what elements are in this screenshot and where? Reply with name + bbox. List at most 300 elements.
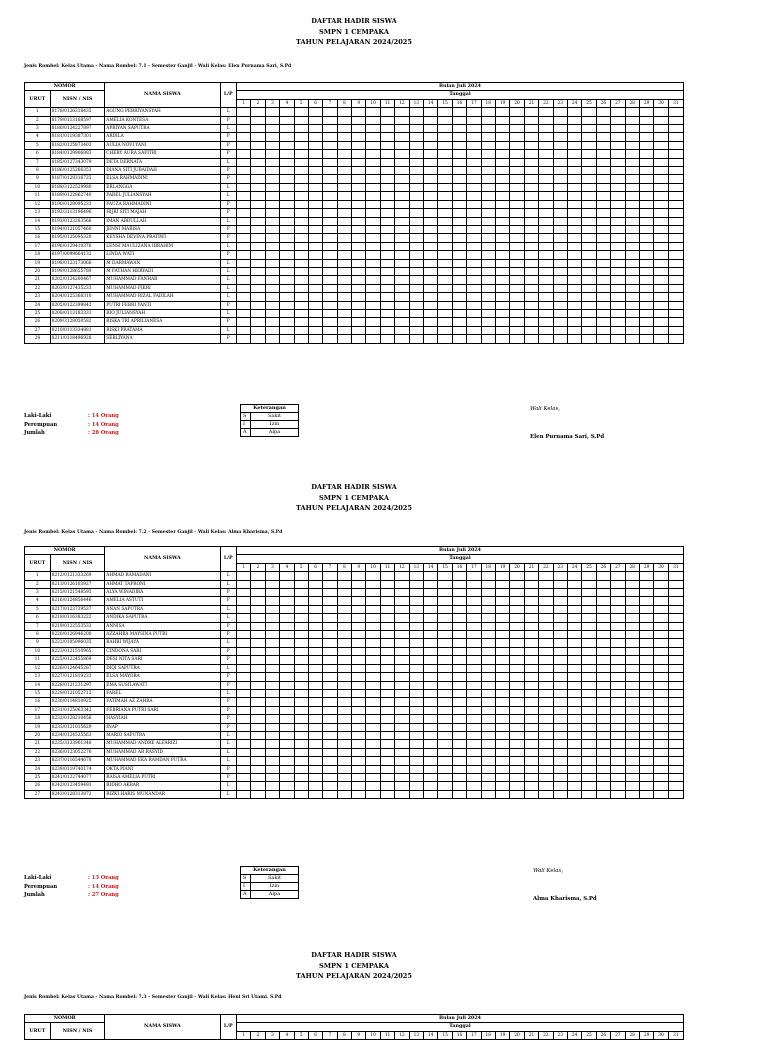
attendance-cell[interactable]: [409, 116, 423, 124]
attendance-cell[interactable]: [395, 572, 409, 580]
attendance-cell[interactable]: [236, 698, 250, 706]
attendance-cell[interactable]: [409, 782, 423, 790]
attendance-cell[interactable]: [366, 723, 380, 731]
attendance-cell[interactable]: [467, 108, 481, 116]
attendance-cell[interactable]: [668, 622, 683, 630]
attendance-cell[interactable]: [495, 293, 509, 301]
attendance-cell[interactable]: [524, 706, 538, 714]
attendance-cell[interactable]: [452, 773, 466, 781]
attendance-cell[interactable]: [495, 572, 509, 580]
attendance-cell[interactable]: [668, 125, 683, 133]
attendance-cell[interactable]: [265, 740, 279, 748]
attendance-cell[interactable]: [625, 335, 639, 343]
attendance-cell[interactable]: [582, 150, 596, 158]
attendance-cell[interactable]: [654, 293, 668, 301]
attendance-cell[interactable]: [352, 723, 366, 731]
attendance-cell[interactable]: [611, 782, 625, 790]
attendance-cell[interactable]: [510, 209, 524, 217]
attendance-cell[interactable]: [495, 309, 509, 317]
attendance-cell[interactable]: [409, 689, 423, 697]
attendance-cell[interactable]: [424, 698, 438, 706]
attendance-cell[interactable]: [380, 580, 394, 588]
attendance-cell[interactable]: [452, 597, 466, 605]
attendance-cell[interactable]: [553, 614, 567, 622]
attendance-cell[interactable]: [352, 614, 366, 622]
attendance-cell[interactable]: [409, 192, 423, 200]
attendance-cell[interactable]: [251, 267, 265, 275]
attendance-cell[interactable]: [467, 765, 481, 773]
attendance-cell[interactable]: [236, 597, 250, 605]
attendance-cell[interactable]: [438, 773, 452, 781]
attendance-cell[interactable]: [611, 267, 625, 275]
attendance-cell[interactable]: [553, 175, 567, 183]
attendance-cell[interactable]: [438, 589, 452, 597]
attendance-cell[interactable]: [280, 748, 294, 756]
attendance-cell[interactable]: [654, 158, 668, 166]
attendance-cell[interactable]: [567, 681, 581, 689]
attendance-cell[interactable]: [611, 681, 625, 689]
attendance-cell[interactable]: [294, 740, 308, 748]
attendance-cell[interactable]: [265, 318, 279, 326]
attendance-cell[interactable]: [337, 301, 351, 309]
attendance-cell[interactable]: [251, 740, 265, 748]
attendance-cell[interactable]: [596, 276, 610, 284]
attendance-cell[interactable]: [424, 276, 438, 284]
attendance-cell[interactable]: [280, 217, 294, 225]
attendance-cell[interactable]: [524, 234, 538, 242]
attendance-cell[interactable]: [251, 183, 265, 191]
attendance-cell[interactable]: [495, 284, 509, 292]
attendance-cell[interactable]: [567, 605, 581, 613]
attendance-cell[interactable]: [582, 723, 596, 731]
attendance-cell[interactable]: [366, 175, 380, 183]
attendance-cell[interactable]: [438, 192, 452, 200]
attendance-cell[interactable]: [639, 647, 653, 655]
attendance-cell[interactable]: [539, 335, 553, 343]
attendance-cell[interactable]: [553, 335, 567, 343]
attendance-cell[interactable]: [366, 748, 380, 756]
attendance-cell[interactable]: [553, 639, 567, 647]
attendance-cell[interactable]: [467, 276, 481, 284]
attendance-cell[interactable]: [352, 175, 366, 183]
attendance-cell[interactable]: [625, 639, 639, 647]
attendance-cell[interactable]: [280, 656, 294, 664]
attendance-cell[interactable]: [308, 589, 322, 597]
attendance-cell[interactable]: [539, 234, 553, 242]
attendance-cell[interactable]: [625, 773, 639, 781]
attendance-cell[interactable]: [524, 647, 538, 655]
attendance-cell[interactable]: [380, 192, 394, 200]
attendance-cell[interactable]: [553, 748, 567, 756]
attendance-cell[interactable]: [539, 597, 553, 605]
attendance-cell[interactable]: [366, 631, 380, 639]
attendance-cell[interactable]: [467, 723, 481, 731]
attendance-cell[interactable]: [308, 125, 322, 133]
attendance-cell[interactable]: [625, 614, 639, 622]
attendance-cell[interactable]: [308, 183, 322, 191]
attendance-cell[interactable]: [510, 572, 524, 580]
attendance-cell[interactable]: [467, 217, 481, 225]
attendance-cell[interactable]: [567, 175, 581, 183]
attendance-cell[interactable]: [625, 167, 639, 175]
attendance-cell[interactable]: [510, 158, 524, 166]
attendance-cell[interactable]: [308, 200, 322, 208]
attendance-cell[interactable]: [582, 706, 596, 714]
attendance-cell[interactable]: [236, 251, 250, 259]
attendance-cell[interactable]: [380, 589, 394, 597]
attendance-cell[interactable]: [567, 731, 581, 739]
attendance-cell[interactable]: [265, 192, 279, 200]
attendance-cell[interactable]: [251, 647, 265, 655]
attendance-cell[interactable]: [424, 217, 438, 225]
attendance-cell[interactable]: [452, 782, 466, 790]
attendance-cell[interactable]: [424, 234, 438, 242]
attendance-cell[interactable]: [251, 673, 265, 681]
attendance-cell[interactable]: [424, 605, 438, 613]
attendance-cell[interactable]: [366, 647, 380, 655]
attendance-cell[interactable]: [539, 183, 553, 191]
attendance-cell[interactable]: [424, 200, 438, 208]
attendance-cell[interactable]: [553, 276, 567, 284]
attendance-cell[interactable]: [251, 782, 265, 790]
attendance-cell[interactable]: [467, 133, 481, 141]
attendance-cell[interactable]: [280, 251, 294, 259]
attendance-cell[interactable]: [654, 301, 668, 309]
attendance-cell[interactable]: [625, 689, 639, 697]
attendance-cell[interactable]: [265, 715, 279, 723]
attendance-cell[interactable]: [236, 790, 250, 798]
attendance-cell[interactable]: [452, 673, 466, 681]
attendance-cell[interactable]: [308, 326, 322, 334]
attendance-cell[interactable]: [294, 731, 308, 739]
attendance-cell[interactable]: [495, 782, 509, 790]
attendance-cell[interactable]: [409, 698, 423, 706]
attendance-cell[interactable]: [438, 301, 452, 309]
attendance-cell[interactable]: [337, 631, 351, 639]
attendance-cell[interactable]: [438, 656, 452, 664]
attendance-cell[interactable]: [582, 276, 596, 284]
attendance-cell[interactable]: [510, 748, 524, 756]
attendance-cell[interactable]: [639, 765, 653, 773]
attendance-cell[interactable]: [424, 251, 438, 259]
attendance-cell[interactable]: [625, 133, 639, 141]
attendance-cell[interactable]: [323, 183, 337, 191]
attendance-cell[interactable]: [524, 175, 538, 183]
attendance-cell[interactable]: [294, 681, 308, 689]
attendance-cell[interactable]: [596, 664, 610, 672]
attendance-cell[interactable]: [265, 689, 279, 697]
attendance-cell[interactable]: [308, 580, 322, 588]
attendance-cell[interactable]: [567, 673, 581, 681]
attendance-cell[interactable]: [510, 782, 524, 790]
attendance-cell[interactable]: [352, 167, 366, 175]
attendance-cell[interactable]: [596, 715, 610, 723]
attendance-cell[interactable]: [323, 580, 337, 588]
attendance-cell[interactable]: [567, 631, 581, 639]
attendance-cell[interactable]: [251, 242, 265, 250]
attendance-cell[interactable]: [625, 318, 639, 326]
attendance-cell[interactable]: [323, 108, 337, 116]
attendance-cell[interactable]: [553, 689, 567, 697]
attendance-cell[interactable]: [524, 580, 538, 588]
attendance-cell[interactable]: [567, 251, 581, 259]
attendance-cell[interactable]: [251, 141, 265, 149]
attendance-cell[interactable]: [510, 125, 524, 133]
attendance-cell[interactable]: [467, 200, 481, 208]
attendance-cell[interactable]: [265, 141, 279, 149]
attendance-cell[interactable]: [337, 731, 351, 739]
attendance-cell[interactable]: [337, 267, 351, 275]
attendance-cell[interactable]: [337, 318, 351, 326]
attendance-cell[interactable]: [308, 276, 322, 284]
attendance-cell[interactable]: [251, 301, 265, 309]
attendance-cell[interactable]: [366, 259, 380, 267]
attendance-cell[interactable]: [495, 267, 509, 275]
attendance-cell[interactable]: [337, 326, 351, 334]
attendance-cell[interactable]: [567, 782, 581, 790]
attendance-cell[interactable]: [308, 301, 322, 309]
attendance-cell[interactable]: [424, 259, 438, 267]
attendance-cell[interactable]: [236, 614, 250, 622]
attendance-cell[interactable]: [625, 209, 639, 217]
attendance-cell[interactable]: [352, 251, 366, 259]
attendance-cell[interactable]: [668, 765, 683, 773]
attendance-cell[interactable]: [380, 572, 394, 580]
attendance-cell[interactable]: [654, 706, 668, 714]
attendance-cell[interactable]: [337, 639, 351, 647]
attendance-cell[interactable]: [352, 326, 366, 334]
attendance-cell[interactable]: [395, 605, 409, 613]
attendance-cell[interactable]: [495, 614, 509, 622]
attendance-cell[interactable]: [553, 318, 567, 326]
attendance-cell[interactable]: [481, 217, 495, 225]
attendance-cell[interactable]: [236, 673, 250, 681]
attendance-cell[interactable]: [395, 251, 409, 259]
attendance-cell[interactable]: [323, 689, 337, 697]
attendance-cell[interactable]: [495, 605, 509, 613]
attendance-cell[interactable]: [567, 790, 581, 798]
attendance-cell[interactable]: [481, 698, 495, 706]
attendance-cell[interactable]: [323, 681, 337, 689]
attendance-cell[interactable]: [553, 605, 567, 613]
attendance-cell[interactable]: [294, 276, 308, 284]
attendance-cell[interactable]: [481, 589, 495, 597]
attendance-cell[interactable]: [424, 622, 438, 630]
attendance-cell[interactable]: [639, 133, 653, 141]
attendance-cell[interactable]: [639, 301, 653, 309]
attendance-cell[interactable]: [308, 647, 322, 655]
attendance-cell[interactable]: [481, 167, 495, 175]
attendance-cell[interactable]: [467, 242, 481, 250]
attendance-cell[interactable]: [366, 200, 380, 208]
attendance-cell[interactable]: [596, 748, 610, 756]
attendance-cell[interactable]: [481, 284, 495, 292]
attendance-cell[interactable]: [323, 267, 337, 275]
attendance-cell[interactable]: [539, 251, 553, 259]
attendance-cell[interactable]: [452, 580, 466, 588]
attendance-cell[interactable]: [352, 183, 366, 191]
attendance-cell[interactable]: [236, 125, 250, 133]
attendance-cell[interactable]: [582, 141, 596, 149]
attendance-cell[interactable]: [409, 748, 423, 756]
attendance-cell[interactable]: [352, 715, 366, 723]
attendance-cell[interactable]: [596, 639, 610, 647]
attendance-cell[interactable]: [625, 183, 639, 191]
attendance-cell[interactable]: [596, 175, 610, 183]
attendance-cell[interactable]: [668, 276, 683, 284]
attendance-cell[interactable]: [567, 276, 581, 284]
attendance-cell[interactable]: [308, 284, 322, 292]
attendance-cell[interactable]: [467, 183, 481, 191]
attendance-cell[interactable]: [553, 647, 567, 655]
attendance-cell[interactable]: [654, 259, 668, 267]
attendance-cell[interactable]: [524, 723, 538, 731]
attendance-cell[interactable]: [654, 689, 668, 697]
attendance-cell[interactable]: [236, 234, 250, 242]
attendance-cell[interactable]: [510, 175, 524, 183]
attendance-cell[interactable]: [308, 740, 322, 748]
attendance-cell[interactable]: [481, 183, 495, 191]
attendance-cell[interactable]: [236, 605, 250, 613]
attendance-cell[interactable]: [438, 673, 452, 681]
attendance-cell[interactable]: [611, 242, 625, 250]
attendance-cell[interactable]: [395, 150, 409, 158]
attendance-cell[interactable]: [265, 572, 279, 580]
attendance-cell[interactable]: [481, 748, 495, 756]
attendance-cell[interactable]: [380, 639, 394, 647]
attendance-cell[interactable]: [553, 108, 567, 116]
attendance-cell[interactable]: [452, 133, 466, 141]
attendance-cell[interactable]: [352, 782, 366, 790]
attendance-cell[interactable]: [409, 614, 423, 622]
attendance-cell[interactable]: [481, 116, 495, 124]
attendance-cell[interactable]: [366, 597, 380, 605]
attendance-cell[interactable]: [510, 681, 524, 689]
attendance-cell[interactable]: [424, 158, 438, 166]
attendance-cell[interactable]: [265, 234, 279, 242]
attendance-cell[interactable]: [337, 572, 351, 580]
attendance-cell[interactable]: [510, 192, 524, 200]
attendance-cell[interactable]: [611, 335, 625, 343]
attendance-cell[interactable]: [366, 301, 380, 309]
attendance-cell[interactable]: [352, 790, 366, 798]
attendance-cell[interactable]: [539, 133, 553, 141]
attendance-cell[interactable]: [424, 301, 438, 309]
attendance-cell[interactable]: [395, 284, 409, 292]
attendance-cell[interactable]: [510, 133, 524, 141]
attendance-cell[interactable]: [467, 597, 481, 605]
attendance-cell[interactable]: [409, 175, 423, 183]
attendance-cell[interactable]: [510, 715, 524, 723]
attendance-cell[interactable]: [539, 773, 553, 781]
attendance-cell[interactable]: [294, 773, 308, 781]
attendance-cell[interactable]: [611, 698, 625, 706]
attendance-cell[interactable]: [654, 740, 668, 748]
attendance-cell[interactable]: [352, 133, 366, 141]
attendance-cell[interactable]: [236, 740, 250, 748]
attendance-cell[interactable]: [611, 225, 625, 233]
attendance-cell[interactable]: [251, 605, 265, 613]
attendance-cell[interactable]: [323, 647, 337, 655]
attendance-cell[interactable]: [596, 158, 610, 166]
attendance-cell[interactable]: [625, 698, 639, 706]
attendance-cell[interactable]: [438, 225, 452, 233]
attendance-cell[interactable]: [323, 217, 337, 225]
attendance-cell[interactable]: [452, 715, 466, 723]
attendance-cell[interactable]: [366, 225, 380, 233]
attendance-cell[interactable]: [251, 631, 265, 639]
attendance-cell[interactable]: [611, 183, 625, 191]
attendance-cell[interactable]: [582, 335, 596, 343]
attendance-cell[interactable]: [481, 276, 495, 284]
attendance-cell[interactable]: [308, 673, 322, 681]
attendance-cell[interactable]: [280, 580, 294, 588]
attendance-cell[interactable]: [236, 167, 250, 175]
attendance-cell[interactable]: [582, 183, 596, 191]
attendance-cell[interactable]: [625, 200, 639, 208]
attendance-cell[interactable]: [395, 133, 409, 141]
attendance-cell[interactable]: [308, 765, 322, 773]
attendance-cell[interactable]: [280, 589, 294, 597]
attendance-cell[interactable]: [251, 276, 265, 284]
attendance-cell[interactable]: [596, 301, 610, 309]
attendance-cell[interactable]: [380, 200, 394, 208]
attendance-cell[interactable]: [668, 748, 683, 756]
attendance-cell[interactable]: [510, 656, 524, 664]
attendance-cell[interactable]: [567, 765, 581, 773]
attendance-cell[interactable]: [539, 225, 553, 233]
attendance-cell[interactable]: [308, 158, 322, 166]
attendance-cell[interactable]: [395, 647, 409, 655]
attendance-cell[interactable]: [366, 580, 380, 588]
attendance-cell[interactable]: [481, 242, 495, 250]
attendance-cell[interactable]: [596, 580, 610, 588]
attendance-cell[interactable]: [323, 167, 337, 175]
attendance-cell[interactable]: [553, 673, 567, 681]
attendance-cell[interactable]: [395, 175, 409, 183]
attendance-cell[interactable]: [294, 597, 308, 605]
attendance-cell[interactable]: [366, 326, 380, 334]
attendance-cell[interactable]: [352, 217, 366, 225]
attendance-cell[interactable]: [596, 225, 610, 233]
attendance-cell[interactable]: [424, 133, 438, 141]
attendance-cell[interactable]: [596, 309, 610, 317]
attendance-cell[interactable]: [625, 301, 639, 309]
attendance-cell[interactable]: [668, 158, 683, 166]
attendance-cell[interactable]: [308, 614, 322, 622]
attendance-cell[interactable]: [668, 597, 683, 605]
attendance-cell[interactable]: [524, 242, 538, 250]
attendance-cell[interactable]: [611, 614, 625, 622]
attendance-cell[interactable]: [236, 267, 250, 275]
attendance-cell[interactable]: [567, 639, 581, 647]
attendance-cell[interactable]: [611, 572, 625, 580]
attendance-cell[interactable]: [236, 108, 250, 116]
attendance-cell[interactable]: [424, 183, 438, 191]
attendance-cell[interactable]: [654, 681, 668, 689]
attendance-cell[interactable]: [495, 251, 509, 259]
attendance-cell[interactable]: [654, 141, 668, 149]
attendance-cell[interactable]: [438, 757, 452, 765]
attendance-cell[interactable]: [467, 125, 481, 133]
attendance-cell[interactable]: [639, 209, 653, 217]
attendance-cell[interactable]: [639, 217, 653, 225]
attendance-cell[interactable]: [611, 622, 625, 630]
attendance-cell[interactable]: [611, 757, 625, 765]
attendance-cell[interactable]: [452, 125, 466, 133]
attendance-cell[interactable]: [654, 242, 668, 250]
attendance-cell[interactable]: [611, 326, 625, 334]
